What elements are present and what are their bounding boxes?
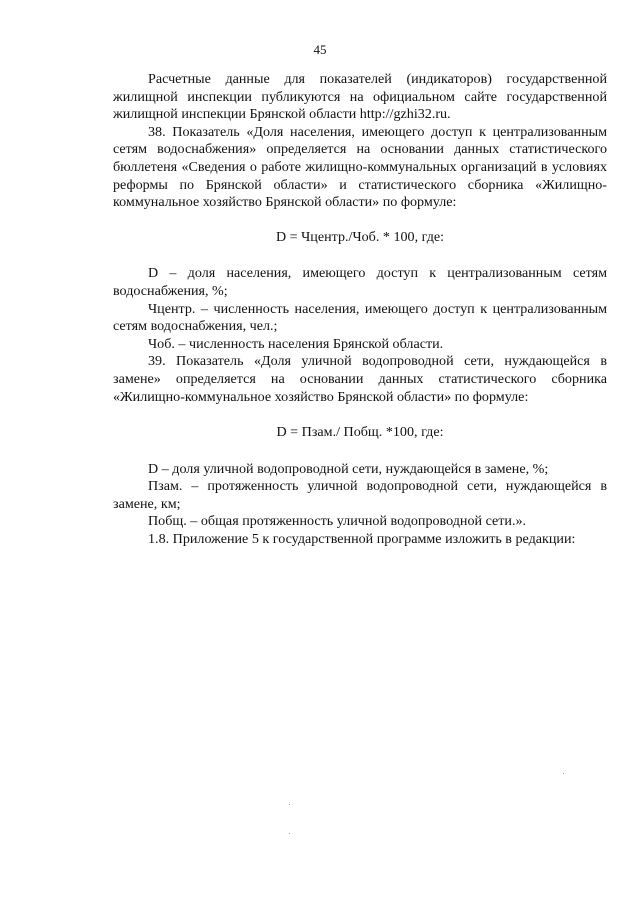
formula-water-access: D = Чцентр./Чоб. * 100, где: [275,228,445,245]
definition-d-population-share: D – доля населения, имеющего доступ к централизованным сетям водоснабжения, %; [113,265,607,299]
definition-d-network-share: D – доля уличной водопроводной сети, нуждающейся в замене, %; [148,460,549,477]
definition-pzam: Пзам. – протяженность уличной водопроводной сети, нуждающейся в замене, км; [113,478,607,512]
definition-chcentr: Чцентр. – численность населения, имеющего доступ к централизованным сетям водоснабжения, чел.; [113,300,607,335]
definition-chob: Чоб. – численность населения Брянской области. [148,335,444,352]
scan-speck [563,773,564,774]
document-body [113,71,607,549]
scan-speck [289,833,290,834]
formula-network-replacement: D = Пзам./ Побщ. *100, где: [276,424,444,441]
paragraph-indicator-39: 39. Показатель «Доля уличной водопроводной сети, нуждающейся в замене» определяется на основании данных статистического сборника «Жилищно-коммунальное хозяйство Брянской области» по формуле: [113,353,607,405]
definition-pobshch: Побщ. – общая протяженность уличной водопроводной сети.». [148,513,527,530]
paragraph-calculation-data: Расчетные данные для показателей (индикаторов) государственной жилищной инспекции публикуются на официальном сайте государственной жилищной инспекции Брянской области http://gzhi32.ru. [113,71,607,123]
page-number: 45 [313,42,327,57]
paragraph-appendix-5: 1.8. Приложение 5 к государственной программе изложить в редакции: [148,531,576,548]
scan-speck [289,804,290,805]
paragraph-indicator-38: 38. Показатель «Доля населения, имеющего доступ к централизованным сетям водоснабжения» определяется на основании данных статистического бюллетеня «Сведения о работе жилищно-коммунальных организаций в условиях реформы по Брянской области» и статистического сборника «Жилищно-коммунальное хозяйство Брянской области» по формуле: [113,123,607,211]
